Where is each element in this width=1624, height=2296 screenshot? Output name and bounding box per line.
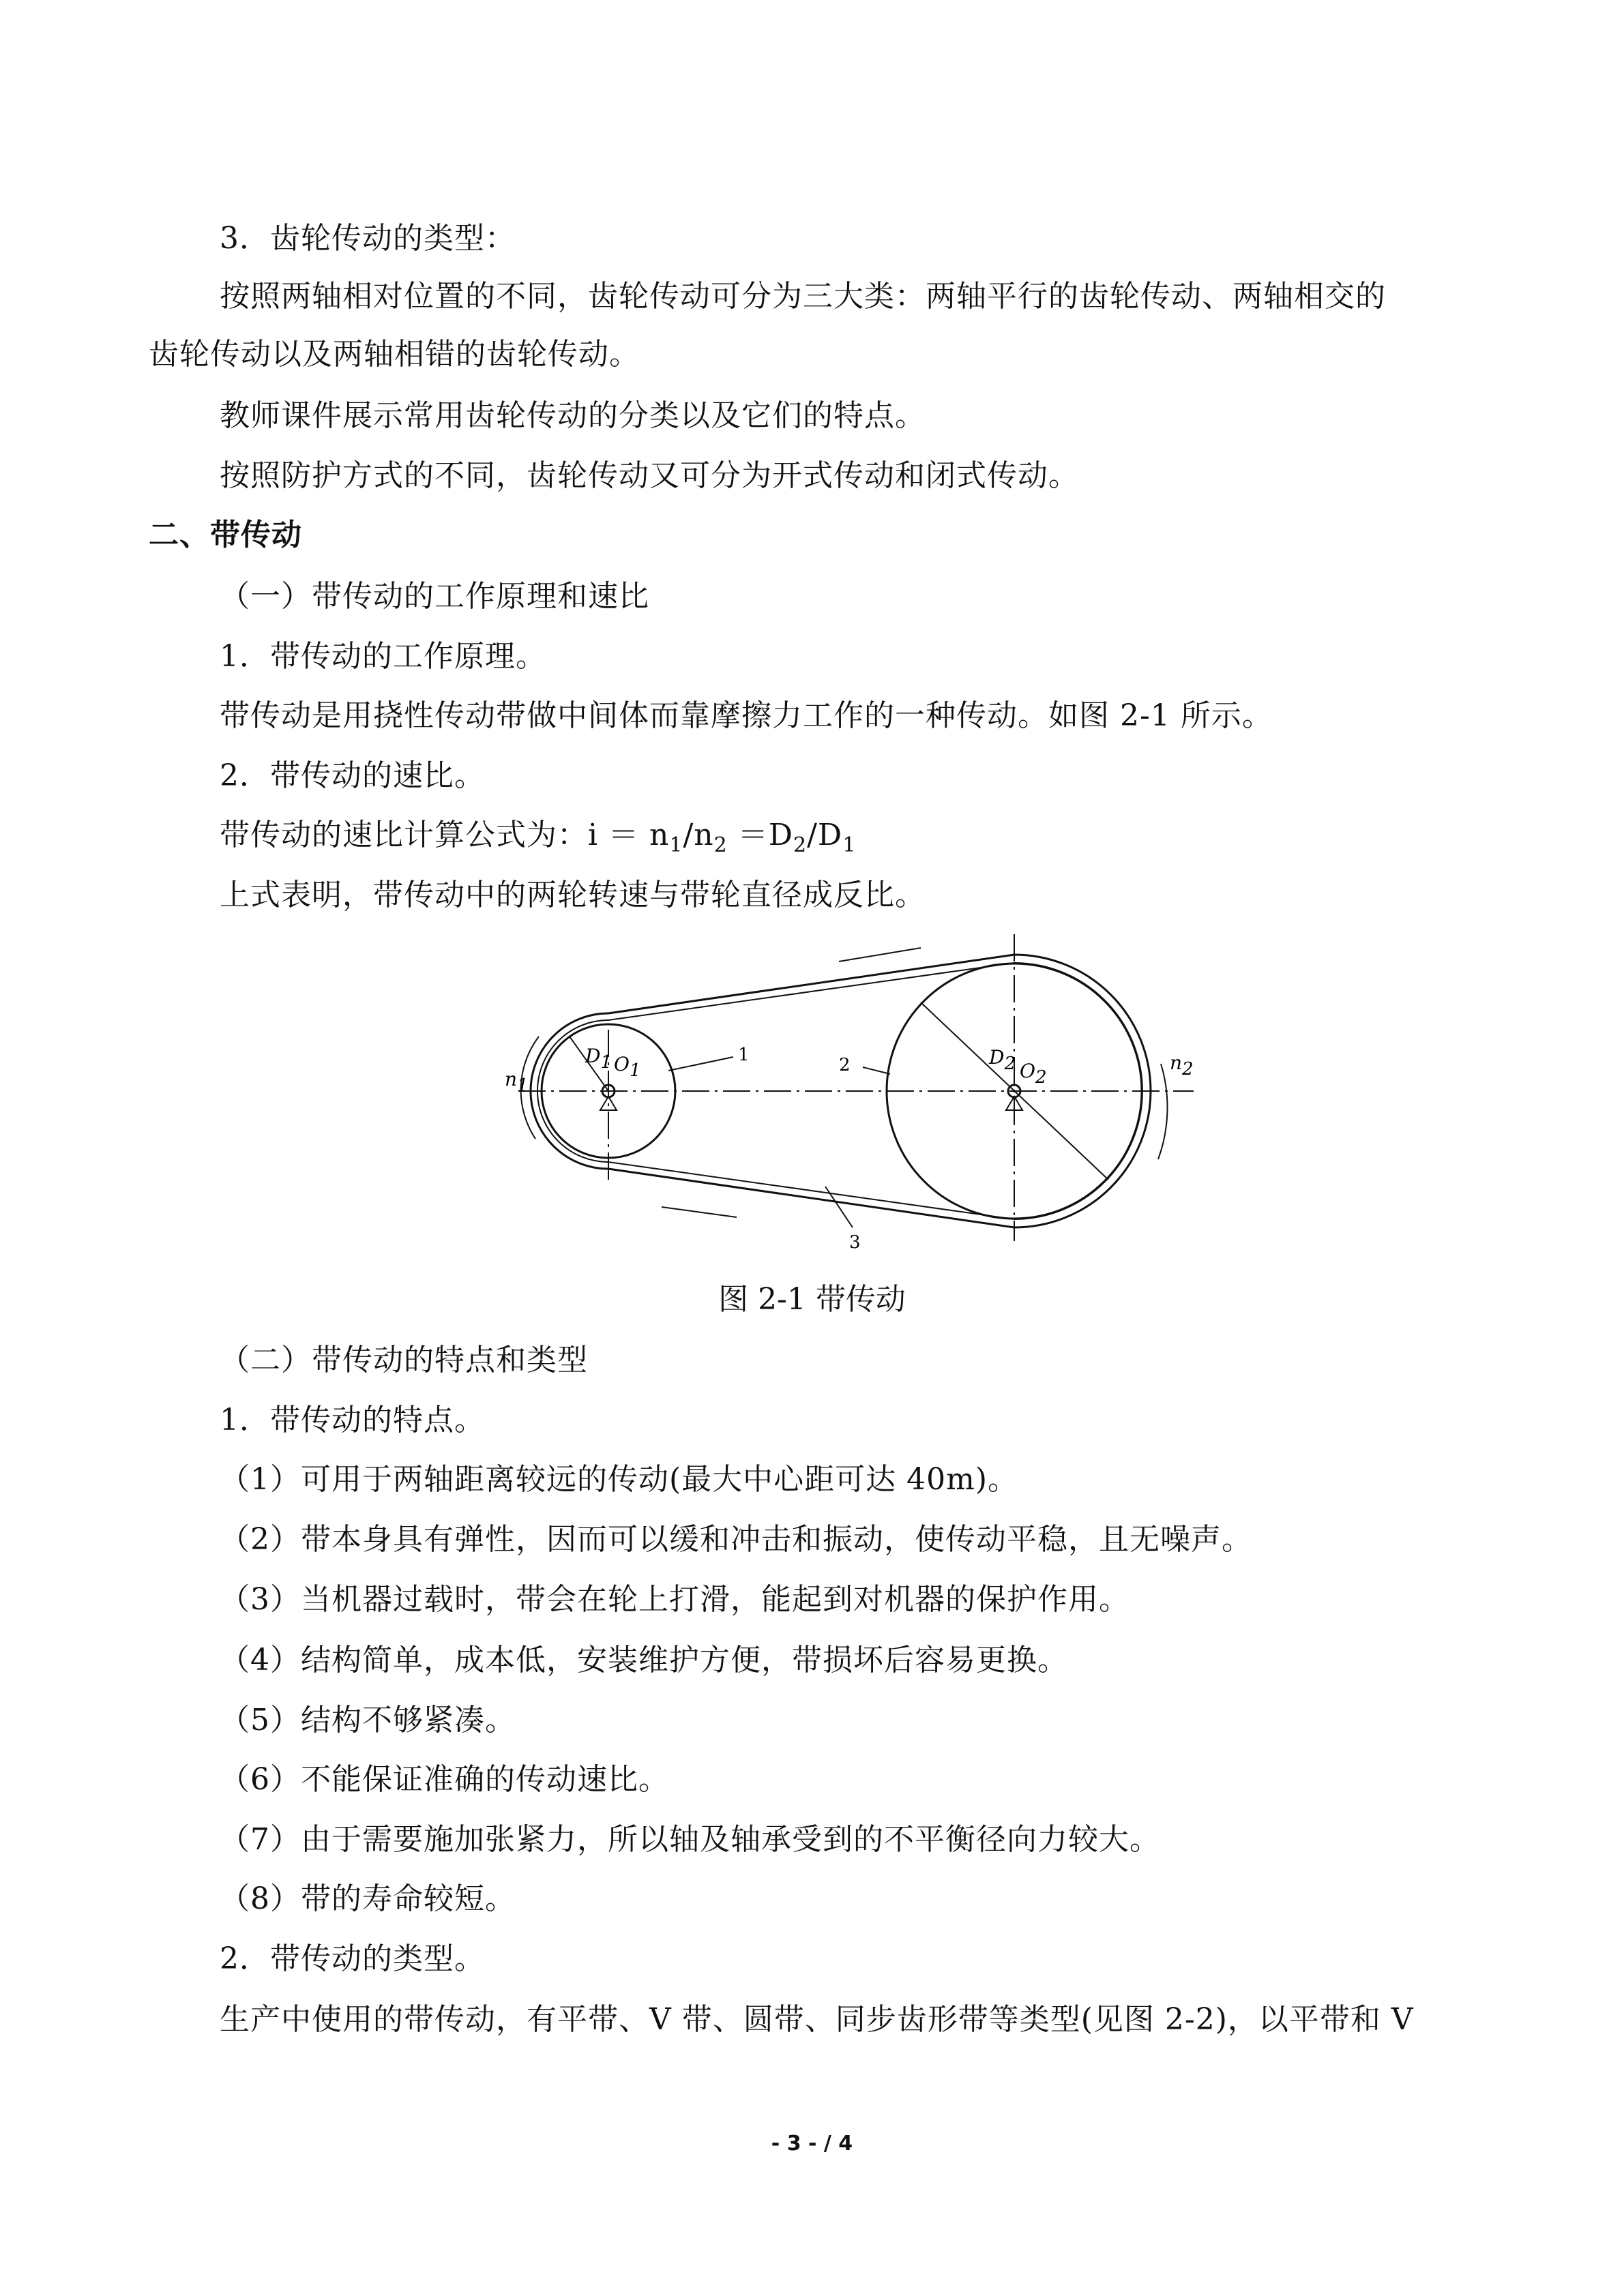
list-item: （7）由于需要施加张紧力，所以轴及轴承受到的不平衡径向力较大。 <box>220 1822 1160 1857</box>
section-heading-belt-drive: 二、带传动 <box>149 518 302 552</box>
d1-label: D1 <box>585 1045 612 1073</box>
list-item: （1）可用于两轴距离较远的传动(最大中心距可达 40m)。 <box>220 1462 1019 1497</box>
page-number: - 3 - / 4 <box>771 2132 853 2156</box>
o1-label: O1 <box>614 1053 641 1081</box>
belt-drive-figure <box>498 927 1207 1255</box>
d2-label: D2 <box>989 1046 1016 1074</box>
upper-motion-arrow <box>839 948 921 961</box>
part1-leader <box>668 1057 733 1071</box>
lower-motion-arrow <box>662 1207 737 1217</box>
paragraph-line: 教师课件展示常用齿轮传动的分类以及它们的特点。 <box>220 398 926 433</box>
heading-gear-types: 3．齿轮传动的类型： <box>220 221 516 256</box>
formula-line: 带传动的速比计算公式为：$i = n_1/n_2 =D_2/D_1$ <box>220 818 857 857</box>
n2-rotation-arrow <box>1158 1064 1168 1159</box>
paragraph-line: 上式表明，带传动中的两轮转速与带轮直径成反比。 <box>220 878 926 912</box>
n1-label: n1 <box>505 1068 529 1096</box>
n2-label: n2 <box>1170 1052 1194 1079</box>
o2-label: O2 <box>1020 1060 1047 1088</box>
list-item: （6）不能保证准确的传动速比。 <box>220 1762 669 1797</box>
part2-label: 2 <box>839 1055 851 1075</box>
paragraph-line: 按照两轴相对位置的不同，齿轮传动可分为三大类：两轴平行的齿轮传动、两轴相交的 <box>220 279 1386 314</box>
list-item: （8）带的寿命较短。 <box>220 1881 516 1916</box>
paragraph-line: 齿轮传动以及两轴相错的齿轮传动。 <box>149 337 640 372</box>
list-item: （3）当机器过载时，带会在轮上打滑，能起到对机器的保护作用。 <box>220 1582 1130 1617</box>
subsection-heading: （二）带传动的特点和类型 <box>220 1343 588 1377</box>
list-item: （2）带本身具有弹性，因而可以缓和冲击和振动，使传动平稳，且无噪声。 <box>220 1522 1252 1557</box>
list-item: （5）结构不够紧凑。 <box>220 1703 516 1738</box>
item-heading: 1．带传动的特点。 <box>220 1403 485 1437</box>
item-heading: 1．带传动的工作原理。 <box>220 639 546 674</box>
item-heading: 2．带传动的速比。 <box>220 758 485 793</box>
item-heading: 2．带传动的类型。 <box>220 1941 485 1976</box>
paragraph-line: 带传动是用挠性传动带做中间体而靠摩擦力工作的一种传动。如图 2-1 所示。 <box>220 698 1273 733</box>
part1-label: 1 <box>738 1045 750 1065</box>
figure-caption: 图 2-1 带传动 <box>718 1282 906 1317</box>
part2-leader <box>863 1067 890 1074</box>
paragraph-line: 生产中使用的带传动，有平带、V 带、圆带、同步齿形带等类型(见图 2-2)，以平带和 V <box>220 2002 1414 2037</box>
subsection-heading: （一）带传动的工作原理和速比 <box>220 579 649 614</box>
list-item: （4）结构简单，成本低，安装维护方便，带损坏后容易更换。 <box>220 1643 1068 1678</box>
part3-leader <box>825 1187 853 1227</box>
paragraph-line: 按照防护方式的不同，齿轮传动又可分为开式传动和闭式传动。 <box>220 458 1079 493</box>
part3-label: 3 <box>849 1232 861 1253</box>
